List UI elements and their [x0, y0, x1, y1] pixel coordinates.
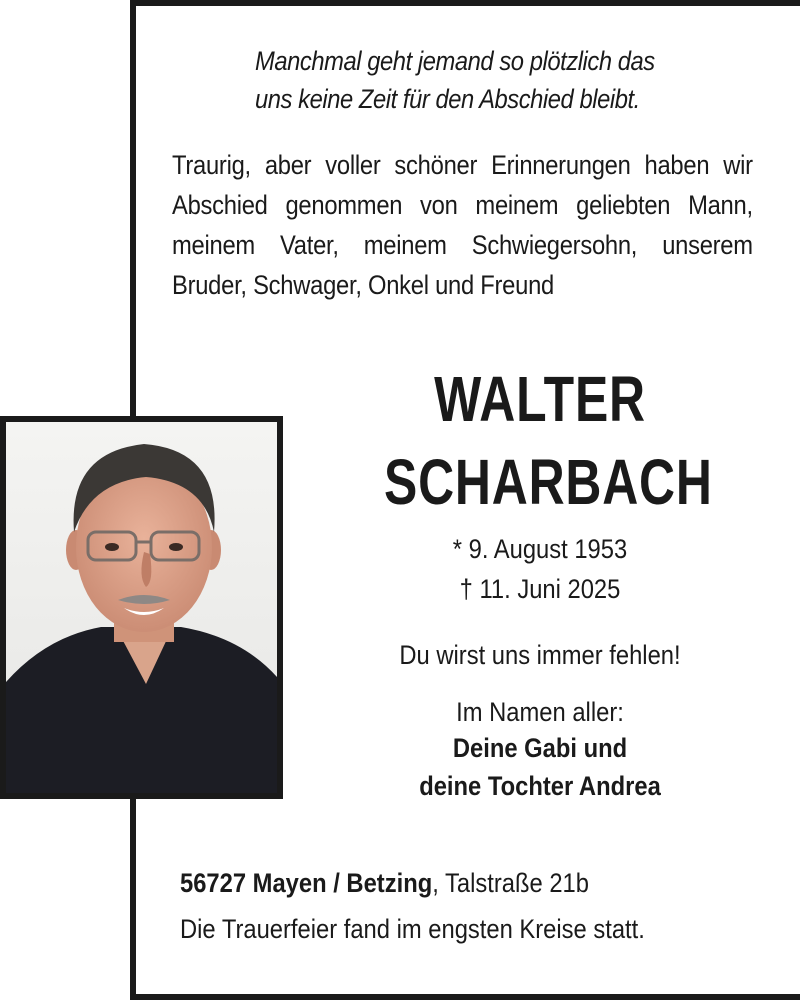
address-line: [180, 868, 708, 899]
signature-line: Deine Gabi und: [452, 733, 628, 763]
birth-date: * 9. August 1953: [452, 534, 628, 564]
quote-line: uns keine Zeit für den Abschied bleibt.: [255, 84, 640, 114]
intro-text: Traurig, aber voller schöner Erinnerungen haben wir Abschied genommen von meinem geliebten Mann, meinem Vater, meinem Schwiegersohn, unserem Bruder, Schwager, Onkel und Freund: [172, 150, 753, 300]
deceased-last-name: SCHARBACH: [384, 446, 713, 518]
death-date: † 11. Juni 2025: [459, 574, 621, 604]
quote-line: Manchmal geht jemand so plötzlich das: [255, 46, 655, 76]
deceased-first-name: WALTER: [434, 363, 646, 435]
signature-line: deine Tochter Andrea: [419, 771, 661, 801]
memorial-quote: [255, 42, 704, 118]
signature-intro: Im Namen aller:: [456, 697, 624, 727]
address-street: , Talstraße 21b: [432, 868, 589, 898]
portrait-photo: [0, 416, 283, 799]
portrait-image: [6, 422, 277, 793]
ceremony-note: Die Trauerfeier fand im engsten Kreise statt.: [180, 914, 645, 944]
address-place: 56727 Mayen / Betzing: [180, 868, 433, 898]
farewell-text: Du wirst uns immer fehlen!: [399, 640, 681, 670]
